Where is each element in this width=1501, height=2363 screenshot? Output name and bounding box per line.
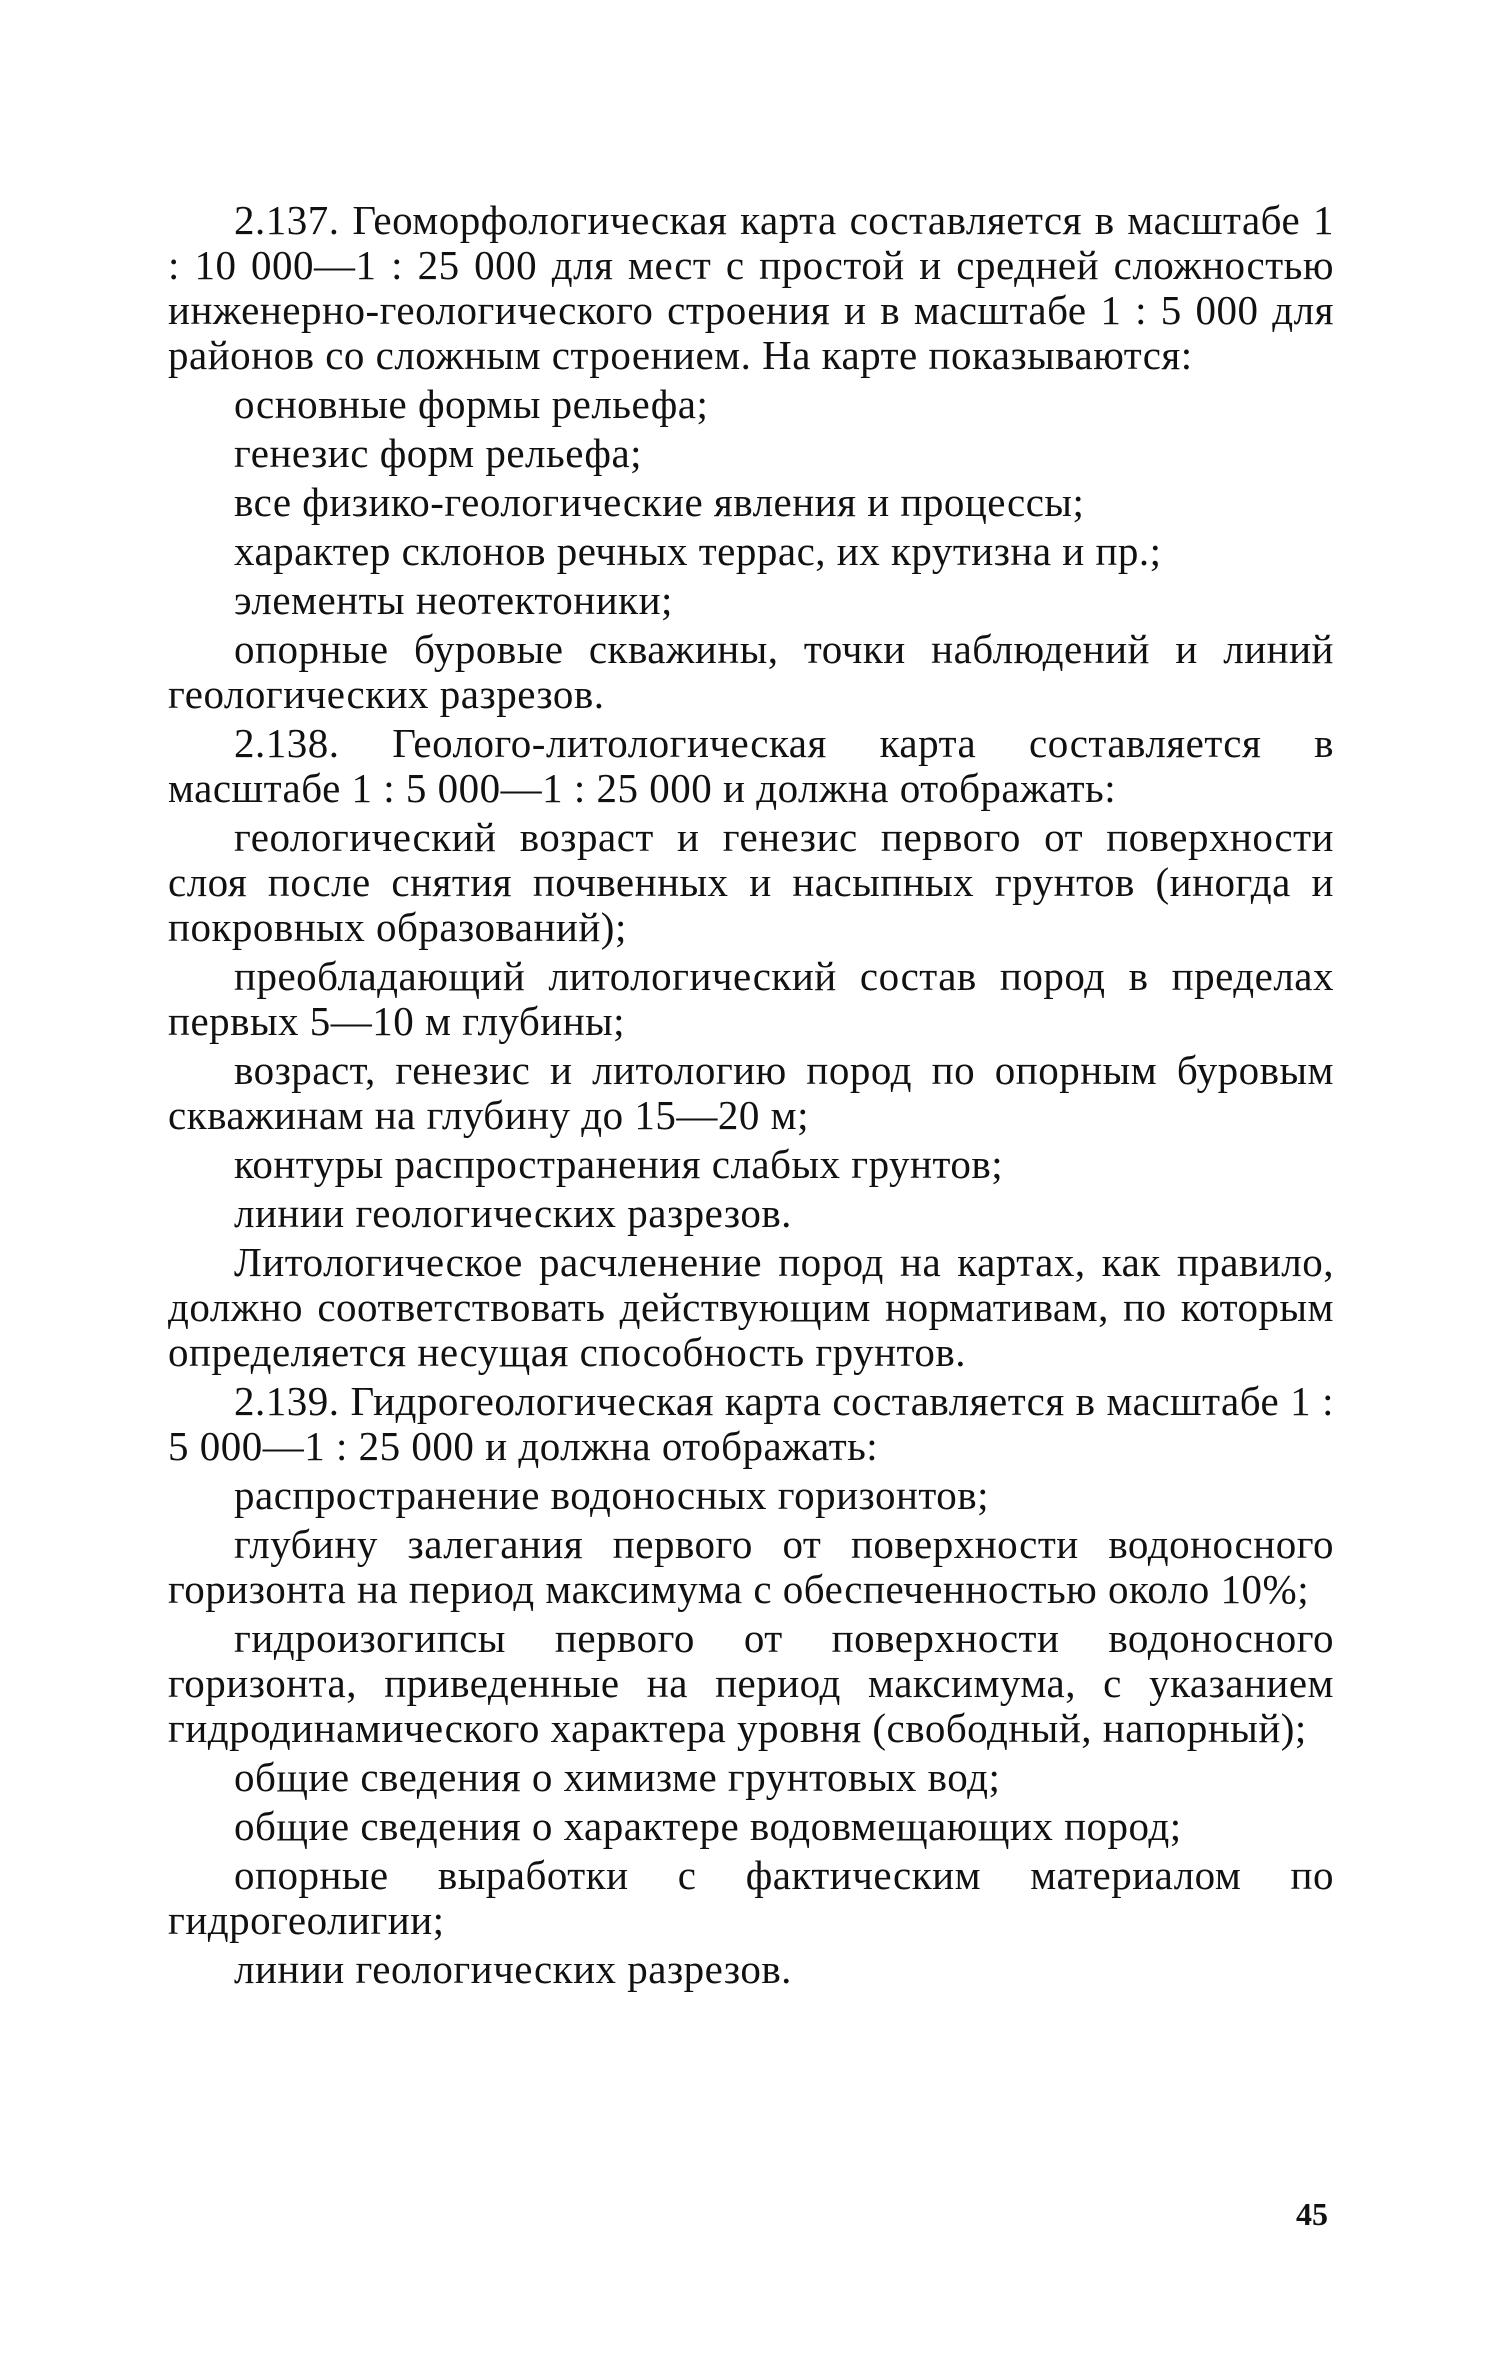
list-item: характер склонов речных террас, их крутизна и пр.; (234, 528, 1162, 574)
paragraph-2-137: 2.137. Геоморфологическая карта составляется в масштабе 1 : 10 000—1 : 25 000 для мест с простой и средней сложностью инженерно-геологического строения и в масштабе 1 : 5 000 для районов со сложным строением. На карте показываются: (168, 197, 1334, 378)
page-number: 45 (1296, 2196, 1328, 2232)
list-item: генезис форм рельефа; (234, 430, 643, 476)
list-item: опорные буровые скважины, точки наблюдений и линий геологических разрезов. (168, 626, 1334, 717)
list-item: гидроизогипсы первого от поверхности водоносного горизонта, приведенные на период максимума, с указанием гидродинамического характера уровня (свободный, напорный); (168, 1615, 1334, 1751)
paragraph-2-138: 2.138. Геолого-литологическая карта составляется в масштабе 1 : 5 000—1 : 25 000 и должна отображать: (168, 720, 1334, 811)
list-item: опорные выработки с фактическим материалом по гидрогеолигии; (168, 1852, 1334, 1943)
paragraph-2-139: 2.139. Гидрогеологическая карта составляется в масштабе 1 : 5 000—1 : 25 000 и должна отображать: (168, 1378, 1334, 1469)
note-paragraph: Литологическое расчленение пород на картах, как правило, должно соответствовать действующим нормативам, по которым определяется несущая способность грунтов. (168, 1239, 1334, 1375)
list-item: линии геологических разрезов. (234, 1190, 792, 1236)
list-item: распространение водоносных горизонтов; (234, 1472, 990, 1518)
list-item: основные формы рельефа; (234, 381, 709, 427)
list-item: контуры распространения слабых грунтов; (234, 1141, 1004, 1187)
list-item: преобладающий литологический состав пород в пределах первых 5—10 м глубины; (168, 953, 1334, 1044)
list-item: общие сведения о химизме грунтовых вод; (234, 1754, 1001, 1800)
list-item: общие сведения о характере водовмещающих пород; (234, 1803, 1182, 1849)
list-item: глубину залегания первого от поверхности водоносного горизонта на период максимума с обеспеченностью около 10%; (168, 1521, 1334, 1612)
list-item: возраст, генезис и литологию пород по опорным буровым скважинам на глубину до 15—20 м; (168, 1047, 1334, 1138)
list-item: линии геологических разрезов. (234, 1946, 792, 1992)
list-item: все физико-геологические явления и процессы; (234, 479, 1085, 525)
list-item: геологический возраст и генезис первого от поверхности слоя после снятия почвенных и насыпных грунтов (иногда и покровных образований); (168, 814, 1334, 950)
list-item: элементы неотектоники; (234, 577, 673, 623)
page-body (168, 198, 1334, 1996)
